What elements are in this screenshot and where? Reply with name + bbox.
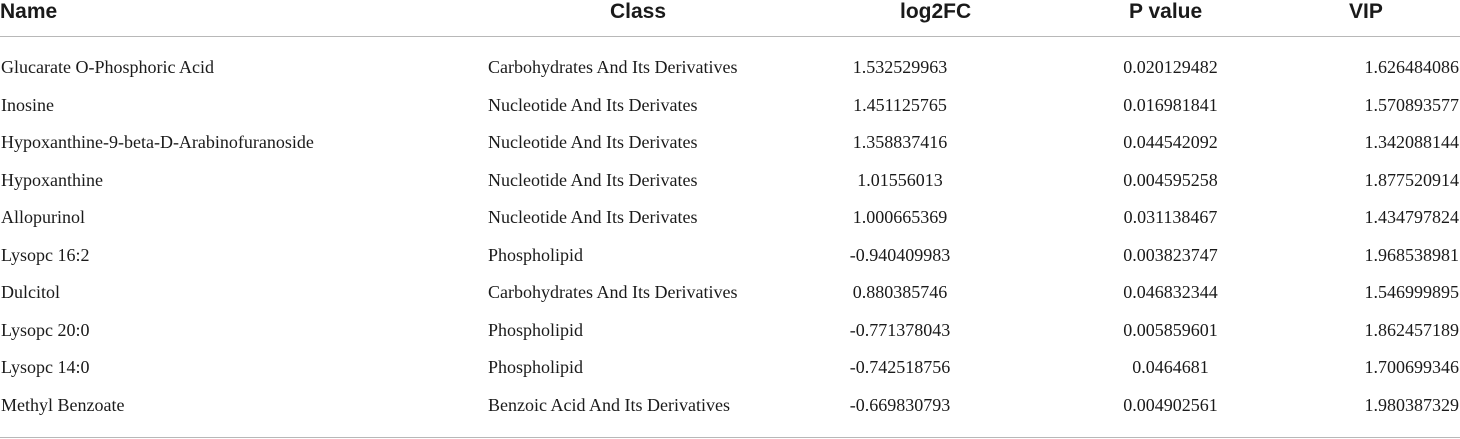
cell-name: Lysopc 20:0 <box>1 319 90 340</box>
table-body <box>0 37 1460 425</box>
cell-class: Phospholipid <box>488 319 584 340</box>
cell-vip: 1.877520914 <box>1364 169 1459 190</box>
table-row <box>0 312 1460 350</box>
cell-pvalue: 0.031138467 <box>1123 207 1218 227</box>
cell-pvalue: 0.0464681 <box>1132 357 1209 377</box>
column-header-name: Name <box>0 0 488 37</box>
cell-name: Lysopc 16:2 <box>1 244 90 265</box>
column-header-class: Class <box>488 0 796 37</box>
cell-vip: 1.546999895 <box>1364 282 1459 302</box>
table-bottom-rule <box>0 437 1460 438</box>
cell-class: Nucleotide And Its Derivates <box>488 94 698 115</box>
cell-pvalue: 0.044542092 <box>1123 132 1218 152</box>
table-row <box>0 387 1460 425</box>
cell-name: Allopurinol <box>1 207 85 227</box>
cell-vip: 1.700699346 <box>1364 357 1459 377</box>
table-row <box>0 124 1460 162</box>
cell-pvalue: 0.016981841 <box>1123 94 1218 115</box>
column-header-vip: VIP <box>1281 0 1460 37</box>
cell-class: Carbohydrates And Its Derivatives <box>488 282 738 302</box>
cell-vip: 1.626484086 <box>1364 57 1459 77</box>
cell-class: Benzoic Acid And Its Derivatives <box>488 394 730 415</box>
table-row <box>0 162 1460 200</box>
table-header <box>0 0 1460 37</box>
cell-vip: 1.570893577 <box>1364 94 1459 115</box>
cell-name: Dulcitol <box>1 282 60 302</box>
cell-log2fc: 1.532529963 <box>852 57 948 77</box>
cell-class: Nucleotide And Its Derivates <box>488 207 698 227</box>
cell-log2fc: 1.451125765 <box>853 94 947 115</box>
cell-vip: 1.980387329 <box>1364 394 1459 415</box>
cell-name: Methyl Benzoate <box>1 394 125 415</box>
table-row <box>0 349 1460 387</box>
cell-name: Glucarate O-Phosphoric Acid <box>1 57 214 77</box>
cell-log2fc: 1.000665369 <box>852 207 948 227</box>
cell-log2fc: 1.01556013 <box>857 169 943 190</box>
cell-vip: 1.862457189 <box>1364 319 1459 340</box>
cell-name: Hypoxanthine <box>1 169 103 190</box>
cell-log2fc: -0.940409983 <box>849 244 951 265</box>
cell-class: Carbohydrates And Its Derivatives <box>488 57 738 77</box>
cell-pvalue: 0.005859601 <box>1123 319 1218 340</box>
cell-log2fc: 1.358837416 <box>852 132 948 152</box>
cell-pvalue: 0.046832344 <box>1123 282 1218 302</box>
cell-class: Nucleotide And Its Derivates <box>488 169 698 190</box>
table-row <box>0 237 1460 275</box>
cell-pvalue: 0.020129482 <box>1123 57 1218 77</box>
cell-class: Phospholipid <box>488 244 584 265</box>
table-row <box>0 87 1460 125</box>
cell-name: Lysopc 14:0 <box>1 357 90 377</box>
cell-log2fc: -0.742518756 <box>849 357 951 377</box>
cell-pvalue: 0.003823747 <box>1123 244 1218 265</box>
cell-class: Phospholipid <box>488 357 584 377</box>
cell-name: Inosine <box>1 94 54 115</box>
cell-pvalue: 0.004902561 <box>1123 394 1218 415</box>
cell-vip: 1.968538981 <box>1364 244 1459 265</box>
cell-class: Nucleotide And Its Derivates <box>488 132 698 152</box>
header-row <box>0 0 1460 37</box>
table-row <box>0 274 1460 312</box>
cell-pvalue: 0.004595258 <box>1123 169 1218 190</box>
cell-vip: 1.342088144 <box>1364 132 1459 152</box>
table-row <box>0 199 1460 237</box>
cell-vip: 1.434797824 <box>1364 207 1459 227</box>
cell-log2fc: -0.771378043 <box>849 319 951 340</box>
cell-name: Hypoxanthine-9-beta-D-Arabinofuranoside <box>1 132 314 152</box>
table-row <box>0 37 1460 87</box>
cell-log2fc: 0.880385746 <box>852 282 948 302</box>
column-header-log2fc: log2FC <box>796 0 1068 37</box>
column-header-pvalue: P value <box>1068 0 1281 37</box>
cell-log2fc: -0.669830793 <box>849 394 951 415</box>
